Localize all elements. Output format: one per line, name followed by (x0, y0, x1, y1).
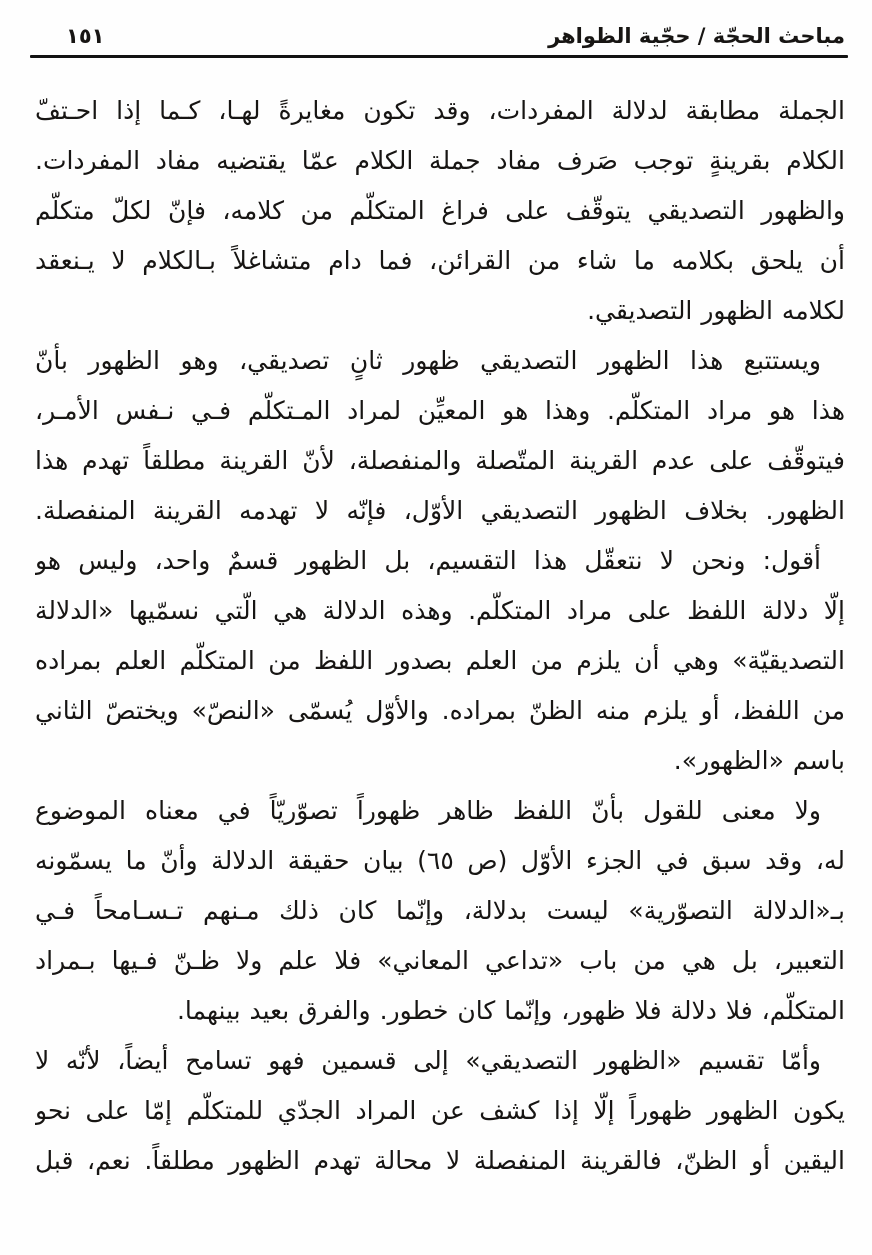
text-line: والظهور التصديقي يتوقّف على فراغ المتكلّم من كلامه، فإنّ لكلّ متكلّم (35, 196, 845, 225)
page-header (0, 0, 872, 48)
text-line: المتكلّم، فلا دلالة فلا ظهور، وإنّما كان خطور. والفرق بعيد بينهما. (176, 996, 845, 1025)
text-line: التعبير، بل هي من باب «تداعي المعاني» فلا علم ولا ظـنّ فـيها بـمراد (35, 946, 845, 975)
text-line: لكلامه الظهور التصديقي. (587, 296, 845, 325)
text-line: من اللفظ، أو يلزم منه الظنّ بمراده. والأوّل يُسمّى «النصّ» ويختصّ الثاني (35, 696, 845, 725)
text-line: التصديقيّة» وهي أن يلزم من العلم بصدور اللفظ من المتكلّم العلم بمراده (35, 646, 845, 675)
text-line: أقول: ونحن لا نتعقّل هذا التقسيم، بل الظهور قسمٌ واحد، وليس هو (35, 546, 821, 575)
text-line: يكون الظهور ظهوراً إلّا إذا كشف عن المراد الجدّي للمتكلّم إمّا على نحو (35, 1096, 845, 1125)
text-line: الظهور. بخلاف الظهور التصديقي الأوّل، فإنّه لا تهدمه القرينة المنفصلة. (35, 496, 845, 525)
text-line: أن يلحق بكلامه ما شاء من القرائن، فما دام متشاغلاً بـالكلام لا يـنعقد (35, 246, 845, 275)
chapter-title: مباحث الحجّة / حجّية الظواهر (548, 24, 845, 48)
text-line: وأمّا تقسيم «الظهور التصديقي» إلى قسمين فهو تسامح أيضاً، لأنّه لا (35, 1046, 821, 1075)
text-line: ويستتبع هذا الظهور التصديقي ظهور ثانٍ تصديقي، وهو الظهور بأنّ (35, 346, 821, 375)
page-number: ١٥١ (66, 24, 105, 48)
text-line: باسم «الظهور». (673, 746, 845, 775)
text-line: هذا هو مراد المتكلّم. وهذا هو المعيِّن لمراد المـتكلّم فـي نـفس الأمـر، (35, 396, 845, 425)
text-line: اليقين أو الظنّ، فالقرينة المنفصلة لا محالة تهدم الظهور مطلقاً. نعم، قبل (35, 1146, 845, 1175)
text-line: الكلام بقرينةٍ توجب صَرف مفاد جملة الكلام عمّا يقتضيه مفاد المفردات. (35, 146, 845, 175)
text-line: إلّا دلالة اللفظ على مراد المتكلّم. وهذه الدلالة هي الّتي نسمّيها «الدلالة (35, 596, 845, 625)
page-body (0, 58, 872, 1186)
text-line: الجملة مطابقة لدلالة المفردات، وقد تكون مغايرةً لهـا، كـما إذا احـتفّ (35, 96, 845, 125)
text-line: فيتوقّف على عدم القرينة المتّصلة والمنفصلة، لأنّ القرينة مطلقاً تهدم هذا (35, 446, 845, 475)
text-line: له، وقد سبق في الجزء الأوّل (ص ٦٥) بيان حقيقة الدلالة وأنّ ما يسمّونه (35, 846, 845, 875)
text-line: ولا معنى للقول بأنّ اللفظ ظاهر ظهوراً تصوّريّاً في معناه الموضوع (35, 796, 821, 825)
text-line: بـ«الدلالة التصوّرية» ليست بدلالة، وإنّما كان ذلك مـنهم تـسـامحاً فـي (35, 896, 845, 925)
